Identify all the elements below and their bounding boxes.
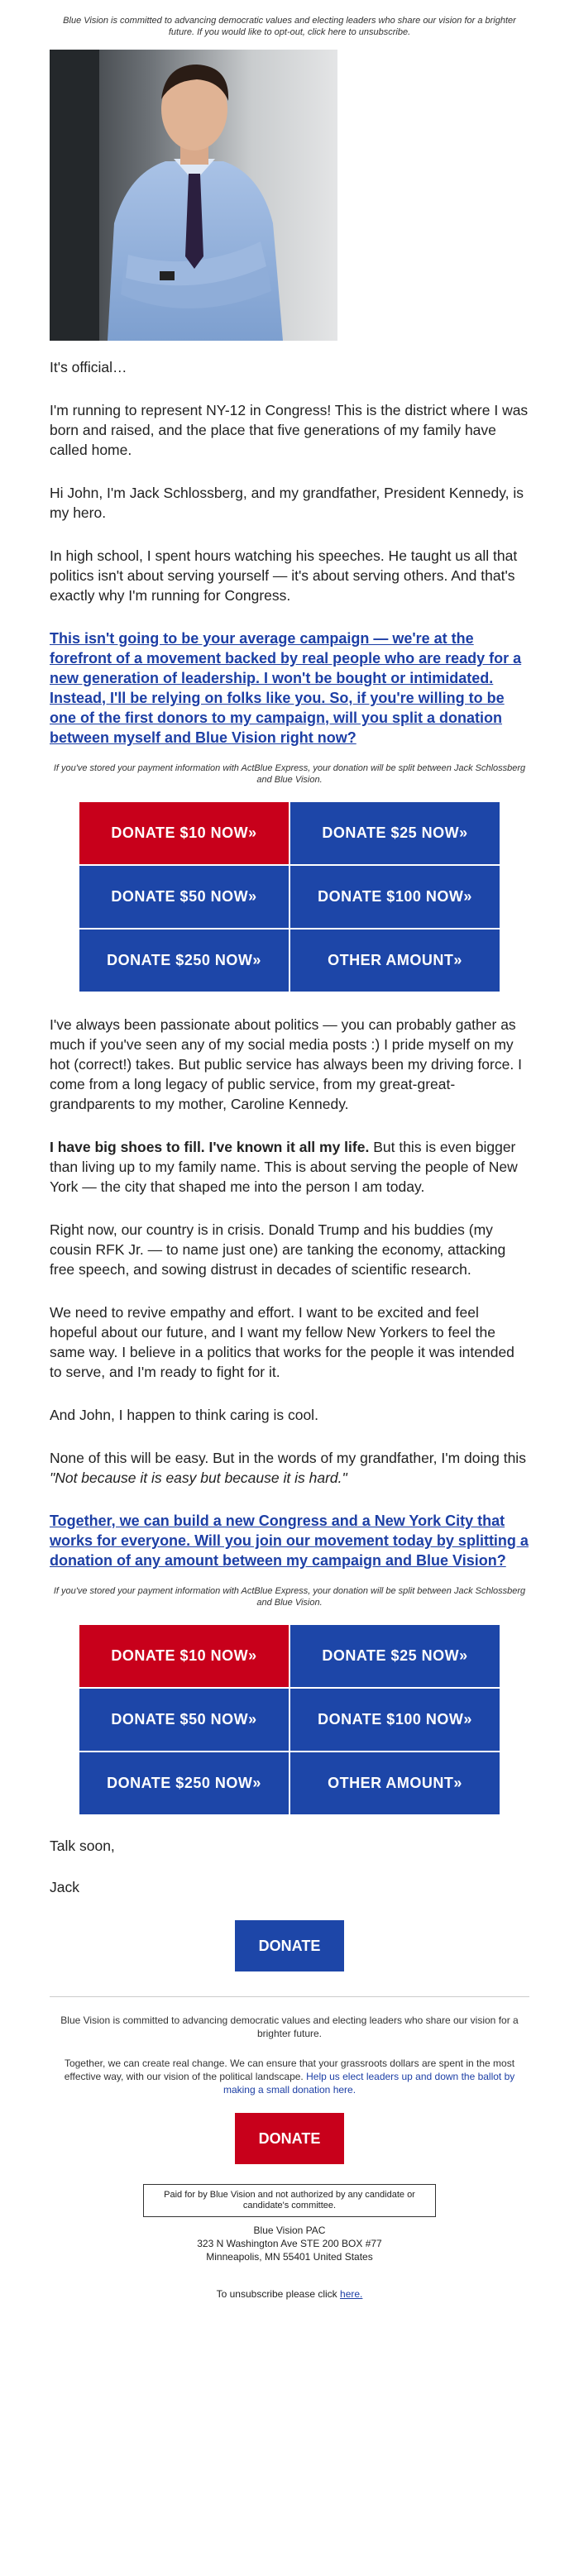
footer-divider — [50, 1996, 529, 1997]
donate-25-button[interactable]: DONATE $25 NOW» — [290, 802, 500, 864]
paragraph-intro: Hi John, I'm Jack Schlossberg, and my grandfather, President Kennedy, is my hero. — [50, 485, 524, 521]
paragraph-empathy: We need to revive empathy and effort. I want to be excited and feel hopeful about our future, and I want my fellow New Yorkers to feel the same way. I believe in a politics that works for the people it was intended to serve, and I'm ready to fight for it. — [50, 1304, 514, 1380]
paid-for-disclaimer: Paid for by Blue Vision and not authorized by any candidate or candidate's committee. — [143, 2184, 436, 2217]
hero-photo — [50, 50, 337, 341]
address-city: Minneapolis, MN 55401 United States — [206, 2251, 373, 2263]
donate-10-button[interactable]: DONATE $10 NOW» — [79, 802, 289, 864]
not-easy-start: None of this will be easy. But in the words of my grandfather, I'm doing this — [50, 1450, 526, 1466]
mailing-address — [50, 2224, 529, 2263]
paragraph-high-school: In high school, I spent hours watching his speeches. He taught us all that politics isn't about serving yourself — it's about serving others. And that's exactly why I'm running for Congress. — [50, 547, 518, 604]
paragraph-big-shoes — [50, 1137, 529, 1197]
paragraph-official: It's official… — [50, 359, 127, 375]
signature: Jack — [50, 1879, 79, 1895]
paragraph-caring: And John, I happen to think caring is cool. — [50, 1407, 318, 1423]
donate-grid-bottom — [79, 1625, 500, 1814]
unsubscribe-footer — [50, 2288, 529, 2320]
cta-link-join-movement[interactable]: Together, we can build a new Congress and a New York City that works for everyone. Will you join our movement today by splitting a donation of any amount between my campaign and Blue Vision? — [50, 1513, 529, 1569]
signoff: Talk soon, — [50, 1838, 115, 1854]
actblue-express-note-2: If you've stored your payment information with ActBlue Express, your donation will be split between Jack Schlossberg and Blue Vision. — [53, 1586, 526, 1608]
donate-50-button[interactable]: DONATE $50 NOW» — [79, 1689, 289, 1751]
paragraph-passionate: I've always been passionate about politics — you can probably gather as much if you've seen any of my social media posts :) I pride myself on my hot (correct!) takes. But public service has always been my driving force. I come from a long legacy of public service, from my great-great-grandparents to my mother, Caroline Kennedy. — [50, 1016, 522, 1112]
donate-25-button[interactable]: DONATE $25 NOW» — [290, 1625, 500, 1687]
footer-grassroots-text: Together, we can create real change. We can ensure that your grassroots dollars are spent in the most effective way, with our vision of the political landscape. — [64, 2057, 515, 2082]
big-shoes-bold: I have big shoes to fill. I've known it all my life. — [50, 1139, 370, 1155]
donate-50-button[interactable]: DONATE $50 NOW» — [79, 866, 289, 928]
unsubscribe-header-link[interactable]: Blue Vision is committed to advancing democratic values and electing leaders who share our vision for a brighter future. If you would like to opt-out, click here to unsubscribe. — [63, 16, 516, 37]
unsubscribe-link[interactable]: here. — [340, 2288, 363, 2300]
paragraph-running: I'm running to represent NY-12 in Congress! This is the district where I was born and raised, and the place that five generations of my family have called home. — [50, 402, 529, 458]
actblue-express-note: If you've stored your payment information with ActBlue Express, your donation will be split between Jack Schlossberg and Blue Vision. — [53, 763, 526, 785]
donate-100-button[interactable]: DONATE $100 NOW» — [290, 1689, 500, 1751]
donate-button[interactable]: DONATE — [235, 1920, 344, 1971]
donate-10-button[interactable]: DONATE $10 NOW» — [79, 1625, 289, 1687]
footer-donate-link[interactable]: Help us elect leaders up and down the ballot by making a small donation here. — [223, 2071, 515, 2096]
address-street: 323 N Washington Ave STE 200 BOX #77 — [197, 2238, 382, 2249]
donate-100-button[interactable]: DONATE $100 NOW» — [290, 866, 500, 928]
donate-other-button[interactable]: OTHER AMOUNT» — [290, 930, 500, 992]
email-body — [50, 0, 529, 2320]
unsubscribe-text: To unsubscribe please click — [216, 2288, 341, 2300]
grandfather-quote: "Not because it is easy but because it is hard." — [50, 1470, 347, 1486]
address-org: Blue Vision PAC — [253, 2225, 326, 2236]
donate-grid-top — [79, 802, 500, 992]
footer-donate-button[interactable]: DONATE — [235, 2113, 344, 2164]
footer-grassroots — [50, 2057, 529, 2096]
big-shoes-rest: But this is even bigger than living up to my family name. This is about serving the people of New York — the city that shaped me into the person I am today. — [50, 1139, 518, 1195]
donate-250-button[interactable]: DONATE $250 NOW» — [79, 930, 289, 992]
cta-link-split-donation[interactable]: This isn't going to be your average campaign — we're at the forefront of a movement backed by real people who are ready for a new generation of leadership. I won't be bought or intimidated. Instead, I'll be relying on folks like you. So, if you're willing to be one of the first donors to my campaign, will you split a donation between myself and Blue Vision right now? — [50, 630, 522, 746]
donate-other-button[interactable]: OTHER AMOUNT» — [290, 1752, 500, 1814]
header-notice[interactable] — [50, 0, 529, 38]
footer-mission: Blue Vision is committed to advancing democratic values and electing leaders who share our vision for a brighter future. — [60, 2014, 519, 2039]
donate-250-button[interactable]: DONATE $250 NOW» — [79, 1752, 289, 1814]
paragraph-not-easy — [50, 1448, 529, 1488]
paragraph-crisis: Right now, our country is in crisis. Donald Trump and his buddies (my cousin RFK Jr. — to name just one) are tanking the economy, attacking free speech, and sowing distrust in decades of scientific research. — [50, 1221, 506, 1278]
